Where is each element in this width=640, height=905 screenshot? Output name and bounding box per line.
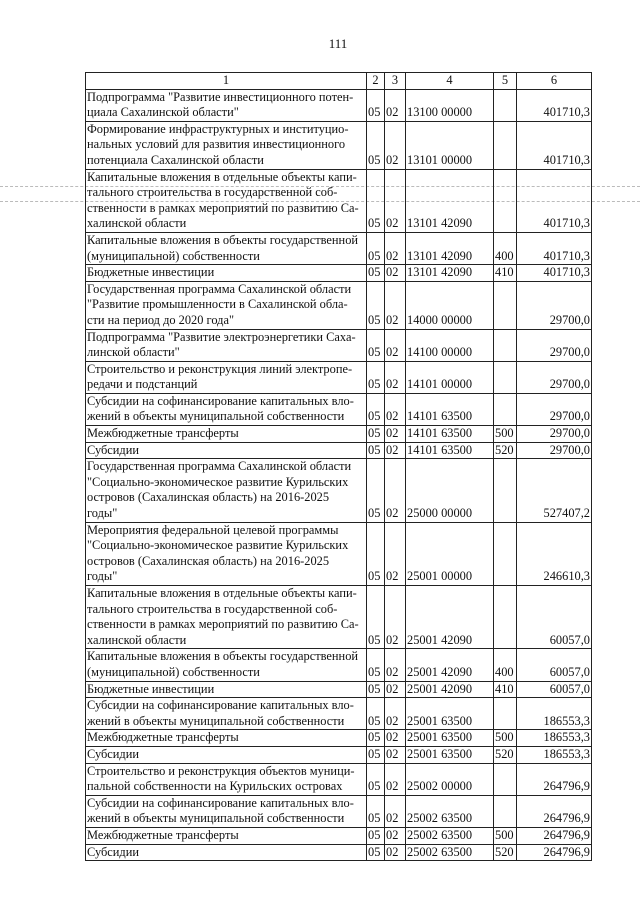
table-row xyxy=(86,827,592,844)
section-code: 05 xyxy=(367,844,385,861)
subsection-code: 02 xyxy=(385,265,406,282)
row-name: Межбюджетные трансферты xyxy=(86,426,367,443)
table-row xyxy=(86,442,592,459)
section-code: 05 xyxy=(367,649,385,681)
table-row xyxy=(86,522,592,585)
amount: 401710,3 xyxy=(517,232,592,264)
target-article-code: 25002 63500 xyxy=(406,827,494,844)
amount: 401710,3 xyxy=(517,265,592,282)
section-code: 05 xyxy=(367,698,385,730)
subsection-code: 02 xyxy=(385,730,406,747)
header-cell: 3 xyxy=(385,73,406,90)
section-code: 05 xyxy=(367,730,385,747)
expense-type-code: 410 xyxy=(494,681,517,698)
expense-type-code xyxy=(494,121,517,169)
amount: 29700,0 xyxy=(517,442,592,459)
table-row xyxy=(86,393,592,425)
section-code: 05 xyxy=(367,393,385,425)
header-cell: 4 xyxy=(406,73,494,90)
subsection-code: 02 xyxy=(385,746,406,763)
table-row xyxy=(86,265,592,282)
target-article-code: 13101 00000 xyxy=(406,121,494,169)
subsection-code: 02 xyxy=(385,169,406,232)
section-code: 05 xyxy=(367,281,385,329)
section-code: 05 xyxy=(367,232,385,264)
subsection-code: 02 xyxy=(385,232,406,264)
expense-type-code: 410 xyxy=(494,265,517,282)
target-article-code: 14000 00000 xyxy=(406,281,494,329)
header-cell: 5 xyxy=(494,73,517,90)
expense-type-code: 500 xyxy=(494,426,517,443)
target-article-code: 25001 42090 xyxy=(406,649,494,681)
row-name: Межбюджетные трансферты xyxy=(86,827,367,844)
section-code: 05 xyxy=(367,169,385,232)
header-cell: 1 xyxy=(86,73,367,90)
subsection-code: 02 xyxy=(385,681,406,698)
section-code: 05 xyxy=(367,121,385,169)
target-article-code: 13101 42090 xyxy=(406,232,494,264)
amount: 401710,3 xyxy=(517,121,592,169)
row-name: Субсидии на софинансирование капитальных вло- жений в объекты муниципальной собственности xyxy=(86,393,367,425)
table-row xyxy=(86,232,592,264)
section-code: 05 xyxy=(367,827,385,844)
expense-type-code: 500 xyxy=(494,827,517,844)
row-name: Капитальные вложения в объекты государственной (муниципальной) собственности xyxy=(86,232,367,264)
target-article-code: 14100 00000 xyxy=(406,329,494,361)
section-code: 05 xyxy=(367,746,385,763)
target-article-code: 13101 42090 xyxy=(406,265,494,282)
subsection-code: 02 xyxy=(385,522,406,585)
amount: 29700,0 xyxy=(517,393,592,425)
row-name: Формирование инфраструктурных и институцио- нальных условий для развития инвестиционного потенциала Сахалинской области xyxy=(86,121,367,169)
row-name: Бюджетные инвестиции xyxy=(86,681,367,698)
row-name: Субсидии на софинансирование капитальных вло- жений в объекты муниципальной собственности xyxy=(86,698,367,730)
row-name: Строительство и реконструкция линий электропе- редачи и подстанций xyxy=(86,361,367,393)
table-row xyxy=(86,698,592,730)
section-code: 05 xyxy=(367,522,385,585)
target-article-code: 25001 63500 xyxy=(406,698,494,730)
row-name: Субсидии xyxy=(86,442,367,459)
target-article-code: 25001 63500 xyxy=(406,746,494,763)
table-row xyxy=(86,844,592,861)
subsection-code: 02 xyxy=(385,795,406,827)
amount: 264796,9 xyxy=(517,763,592,795)
amount: 29700,0 xyxy=(517,281,592,329)
section-code: 05 xyxy=(367,586,385,649)
target-article-code: 14101 00000 xyxy=(406,361,494,393)
subsection-code: 02 xyxy=(385,361,406,393)
table-row xyxy=(86,795,592,827)
header-cell: 2 xyxy=(367,73,385,90)
table-row xyxy=(86,169,592,232)
table-row xyxy=(86,89,592,121)
table-row xyxy=(86,649,592,681)
expense-type-code: 500 xyxy=(494,730,517,747)
subsection-code: 02 xyxy=(385,698,406,730)
table-row xyxy=(86,361,592,393)
table-row xyxy=(86,329,592,361)
subsection-code: 02 xyxy=(385,281,406,329)
amount: 401710,3 xyxy=(517,169,592,232)
expense-type-code xyxy=(494,795,517,827)
row-name: Капитальные вложения в объекты государственной (муниципальной) собственности xyxy=(86,649,367,681)
row-name: Капитальные вложения в отдельные объекты капи- тального строительства в государственной соб- ственности в рамках мероприятий по развитию Са- халинской области xyxy=(86,586,367,649)
amount: 527407,2 xyxy=(517,459,592,522)
section-code: 05 xyxy=(367,795,385,827)
section-code: 05 xyxy=(367,361,385,393)
amount: 401710,3 xyxy=(517,89,592,121)
subsection-code: 02 xyxy=(385,329,406,361)
table-row xyxy=(86,681,592,698)
section-code: 05 xyxy=(367,763,385,795)
expense-type-code xyxy=(494,89,517,121)
amount: 60057,0 xyxy=(517,649,592,681)
row-name: Субсидии xyxy=(86,844,367,861)
row-name: Бюджетные инвестиции xyxy=(86,265,367,282)
amount: 186553,3 xyxy=(517,746,592,763)
target-article-code: 25001 63500 xyxy=(406,730,494,747)
target-article-code: 25002 63500 xyxy=(406,795,494,827)
target-article-code: 25000 00000 xyxy=(406,459,494,522)
target-article-code: 25002 63500 xyxy=(406,844,494,861)
expense-type-code xyxy=(494,586,517,649)
table-row xyxy=(86,746,592,763)
amount: 264796,9 xyxy=(517,827,592,844)
amount: 264796,9 xyxy=(517,795,592,827)
section-code: 05 xyxy=(367,265,385,282)
subsection-code: 02 xyxy=(385,426,406,443)
row-name: Подпрограмма "Развитие электроэнергетики Саха- линской области" xyxy=(86,329,367,361)
subsection-code: 02 xyxy=(385,649,406,681)
subsection-code: 02 xyxy=(385,89,406,121)
table-row xyxy=(86,730,592,747)
amount: 29700,0 xyxy=(517,426,592,443)
table-row xyxy=(86,121,592,169)
row-name: Субсидии на софинансирование капитальных вло- жений в объекты муниципальной собственности xyxy=(86,795,367,827)
amount: 60057,0 xyxy=(517,681,592,698)
expense-type-code xyxy=(494,361,517,393)
subsection-code: 02 xyxy=(385,121,406,169)
expense-type-code xyxy=(494,281,517,329)
table-row xyxy=(86,459,592,522)
expense-type-code: 400 xyxy=(494,649,517,681)
expense-type-code xyxy=(494,763,517,795)
expense-type-code: 400 xyxy=(494,232,517,264)
target-article-code: 14101 63500 xyxy=(406,393,494,425)
header-cell: 6 xyxy=(517,73,592,90)
expense-type-code xyxy=(494,169,517,232)
page-number: 111 xyxy=(328,36,348,51)
row-name: Межбюджетные трансферты xyxy=(86,730,367,747)
amount: 186553,3 xyxy=(517,698,592,730)
table-row xyxy=(86,281,592,329)
target-article-code: 25001 42090 xyxy=(406,586,494,649)
section-code: 05 xyxy=(367,329,385,361)
amount: 186553,3 xyxy=(517,730,592,747)
subsection-code: 02 xyxy=(385,827,406,844)
row-name: Мероприятия федеральной целевой программы "Социально-экономическое развитие Курильских островов (Сахалинская область) на 2016-2025 годы" xyxy=(86,522,367,585)
table-row xyxy=(86,763,592,795)
section-code: 05 xyxy=(367,89,385,121)
subsection-code: 02 xyxy=(385,586,406,649)
target-article-code: 25001 00000 xyxy=(406,522,494,585)
section-code: 05 xyxy=(367,426,385,443)
expense-type-code xyxy=(494,459,517,522)
expense-type-code: 520 xyxy=(494,442,517,459)
target-article-code: 13101 42090 xyxy=(406,169,494,232)
amount: 60057,0 xyxy=(517,586,592,649)
subsection-code: 02 xyxy=(385,459,406,522)
section-code: 05 xyxy=(367,459,385,522)
amount: 29700,0 xyxy=(517,361,592,393)
row-name: Государственная программа Сахалинской области "Развитие промышленности в Сахалинской обла- сти на период до 2020 года" xyxy=(86,281,367,329)
subsection-code: 02 xyxy=(385,393,406,425)
target-article-code: 14101 63500 xyxy=(406,426,494,443)
expense-type-code: 520 xyxy=(494,844,517,861)
target-article-code: 25002 00000 xyxy=(406,763,494,795)
amount: 264796,9 xyxy=(517,844,592,861)
expense-type-code xyxy=(494,329,517,361)
amount: 29700,0 xyxy=(517,329,592,361)
table-row xyxy=(86,586,592,649)
expense-type-code xyxy=(494,698,517,730)
expense-type-code: 520 xyxy=(494,746,517,763)
expense-type-code xyxy=(494,522,517,585)
header-row xyxy=(86,73,592,90)
subsection-code: 02 xyxy=(385,763,406,795)
row-name: Субсидии xyxy=(86,746,367,763)
row-name: Капитальные вложения в отдельные объекты капи- тального строительства в государственной соб- ственности в рамках мероприятий по развитию Са- халинской области xyxy=(86,169,367,232)
row-name: Строительство и реконструкция объектов муници- пальной собственности на Курильских островах xyxy=(86,763,367,795)
target-article-code: 25001 42090 xyxy=(406,681,494,698)
section-code: 05 xyxy=(367,442,385,459)
table-row xyxy=(86,426,592,443)
row-name: Подпрограмма "Развитие инвестиционного потен- циала Сахалинской области" xyxy=(86,89,367,121)
expense-type-code xyxy=(494,393,517,425)
amount: 246610,3 xyxy=(517,522,592,585)
subsection-code: 02 xyxy=(385,442,406,459)
section-code: 05 xyxy=(367,681,385,698)
budget-table xyxy=(85,72,592,861)
row-name: Государственная программа Сахалинской области "Социально-экономическое развитие Курильских островов (Сахалинская область) на 2016-2025 годы" xyxy=(86,459,367,522)
subsection-code: 02 xyxy=(385,844,406,861)
target-article-code: 14101 63500 xyxy=(406,442,494,459)
target-article-code: 13100 00000 xyxy=(406,89,494,121)
